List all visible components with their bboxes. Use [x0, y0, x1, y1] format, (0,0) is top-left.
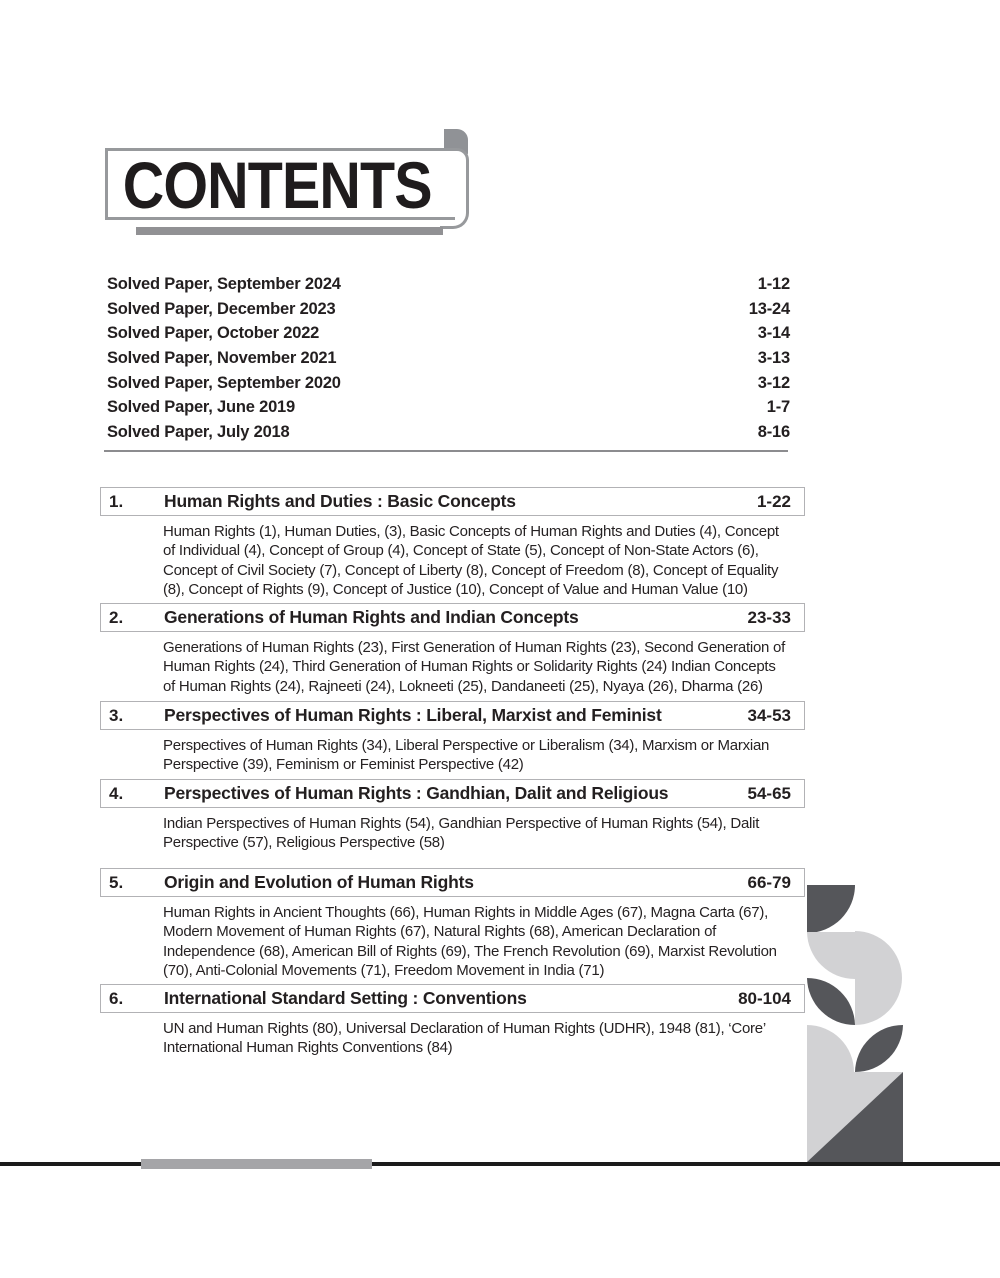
solved-paper-row: [100, 272, 790, 297]
chapter-title: Human Rights and Duties : Basic Concepts: [164, 491, 516, 511]
solved-paper-label: Solved Paper, June 2019: [107, 398, 296, 417]
chapter-pages: 23-33: [747, 607, 791, 627]
solved-paper-pages: 1-7: [766, 398, 790, 417]
chapter-header: [100, 603, 805, 632]
solved-paper-pages: 8-16: [757, 422, 790, 441]
chapter-entry-5: [100, 868, 805, 981]
solved-paper-pages: 3-13: [757, 348, 790, 367]
chapter-description: Indian Perspectives of Human Rights (54), Gandhian Perspective of Human Rights (54), Dalit Perspective (57), Religious Perspective (58): [163, 815, 760, 852]
chapter-title: International Standard Setting : Conventions: [164, 988, 527, 1008]
solved-paper-label: Solved Paper, November 2021: [107, 348, 337, 367]
chapter-entry-4: [100, 779, 805, 853]
solved-paper-row: [100, 420, 790, 445]
footer-gray-bar: [141, 1159, 372, 1169]
chapter-description: Generations of Human Rights (23), First Generation of Human Rights (23), Second Generation of Human Rights (24), Third Generation of Human Rights or Solidarity Rights (24) Indian Concepts of Human Rights (24), Rajneeti (24), Lokneeti (25), Dandaneeti (25), Nyaya (26), Dharma (26): [163, 639, 786, 695]
chapter-header: [100, 487, 805, 516]
chapter-number: 1.: [109, 491, 124, 511]
chapter-header: [100, 701, 805, 730]
chapter-header: [100, 868, 805, 897]
chapter-entry-3: [100, 701, 805, 775]
page-title: CONTENTS: [122, 148, 432, 222]
chapter-pages: 34-53: [747, 705, 791, 725]
chapter-header: [100, 984, 805, 1013]
chapter-pages: 1-22: [756, 491, 791, 511]
solved-papers-list: [100, 272, 790, 445]
chapter-title: Perspectives of Human Rights : Gandhian, Dalit and Religious: [164, 783, 669, 803]
chapter-pages: 54-65: [747, 783, 791, 803]
solved-paper-row: [100, 321, 790, 346]
chapter-title: Perspectives of Human Rights : Liberal, Marxist and Feminist: [164, 705, 662, 725]
contents-banner: [105, 148, 455, 220]
solved-paper-row: [100, 297, 790, 322]
chapter-pages: 80-104: [738, 988, 791, 1008]
solved-paper-row: [100, 346, 790, 371]
solved-paper-label: Solved Paper, September 2020: [107, 373, 341, 392]
chapter-entry-1: [100, 487, 805, 600]
solved-paper-pages: 1-12: [757, 274, 790, 293]
chapter-number: 5.: [109, 872, 124, 892]
chapter-description: Human Rights (1), Human Duties, (3), Basic Concepts of Human Rights and Duties (4), Concept of Individual (4), Concept of Group (4), Concept of State (5), Concept of Non-State Actors (6), Concept of Civil Society (7), Concept of Liberty (8), Concept of Freedom (8), Concept of Equality (8), Concept of Rights (9), Concept of Justice (10), Concept of Value and Human Value (10): [163, 523, 779, 599]
solved-paper-label: Solved Paper, July 2018: [107, 422, 290, 441]
list-divider: [104, 450, 788, 452]
leaf-motif-graphic: [807, 885, 903, 1163]
chapter-pages: 66-79: [747, 872, 791, 892]
solved-paper-row: [100, 395, 790, 420]
chapter-number: 6.: [109, 988, 124, 1008]
chapter-number: 3.: [109, 705, 124, 725]
solved-paper-row: [100, 371, 790, 396]
solved-paper-pages: 3-12: [757, 373, 790, 392]
banner-shadow-bar: [136, 227, 443, 235]
chapter-number: 2.: [109, 607, 124, 627]
solved-paper-label: Solved Paper, September 2024: [107, 274, 341, 293]
solved-paper-label: Solved Paper, October 2022: [107, 324, 320, 343]
chapter-entry-6: [100, 984, 805, 1058]
chapter-header: [100, 779, 805, 808]
chapter-number: 4.: [109, 783, 124, 803]
chapter-title: Generations of Human Rights and Indian Concepts: [164, 607, 579, 627]
solved-paper-pages: 3-14: [757, 324, 790, 343]
chapter-title: Origin and Evolution of Human Rights: [164, 872, 474, 892]
chapter-entry-2: [100, 603, 805, 696]
chapter-description: Perspectives of Human Rights (34), Liberal Perspective or Liberalism (34), Marxism or Marxian Perspective (39), Feminism or Feminist Perspective (42): [163, 737, 770, 774]
chapter-description: Human Rights in Ancient Thoughts (66), Human Rights in Middle Ages (67), Magna Carta (67), Modern Movement of Human Rights (67), Natural Rights (68), American Declaration of Independence (68), American Bill of Rights (69), The French Revolution (69), Marxist Revolution (70), Anti-Colonial Movements (71), Freedom Movement in India (71): [163, 904, 777, 980]
chapter-description: UN and Human Rights (80), Universal Declaration of Human Rights (UDHR), 1948 (81), ‘Core’ International Human Rights Conventions (84): [163, 1020, 766, 1057]
solved-paper-pages: 13-24: [748, 299, 790, 318]
solved-paper-label: Solved Paper, December 2023: [107, 299, 336, 318]
